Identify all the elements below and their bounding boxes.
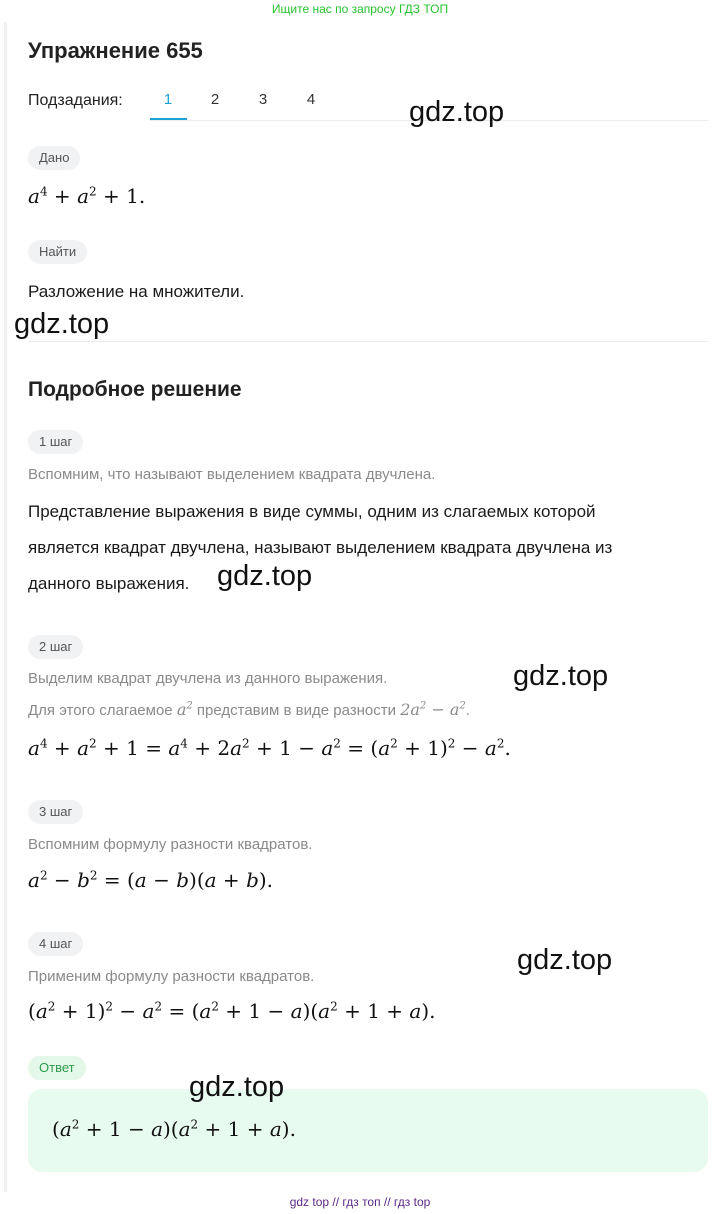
answer-box bbox=[28, 1089, 708, 1172]
step-2-hint-2-b: представим в виде разности bbox=[196, 702, 397, 719]
watermark: gdz.top bbox=[409, 96, 505, 128]
find-text: Разложение на множители. bbox=[28, 282, 245, 301]
watermark: gdz.top bbox=[217, 560, 313, 592]
step-2-hint: Выделим квадрат двучлена из данного выражения. bbox=[28, 670, 388, 687]
subtasks-label: Подзадания: bbox=[28, 92, 123, 109]
step-2-badge: 2 шаг bbox=[28, 635, 83, 659]
step-3-badge: 3 шаг bbox=[28, 800, 83, 824]
step-2-hint-2: Для этого слагаемое $a^2$ представим в виде разности $2a^2 - a^2$. bbox=[28, 700, 470, 719]
exercise-title: Упражнение 655 bbox=[28, 38, 203, 63]
step-3-hint: Вспомним формулу разности квадратов. bbox=[28, 836, 313, 853]
watermark: gdz.top bbox=[513, 660, 609, 692]
step-1-badge: 1 шаг bbox=[28, 430, 83, 454]
given-expression: $a^4 + a^2 + 1$. bbox=[28, 184, 146, 208]
watermark: gdz.top bbox=[14, 308, 110, 340]
active-tab-indicator bbox=[150, 118, 187, 120]
given-badge: Дано bbox=[28, 146, 80, 170]
step-1-text: Представление выражения в виде суммы, одним из слагаемых которой является квадрат двучлена, называют выделением квадрата двучлена из данного выражения. bbox=[28, 502, 613, 593]
find-badge: Найти bbox=[28, 240, 87, 264]
step-4-expression: $(a^2 + 1)^2 - a^2 = (a^2 + 1 - a)(a^2 + 1 + a)$. bbox=[28, 999, 436, 1023]
watermark: gdz.top bbox=[189, 1071, 285, 1103]
answer-badge: Ответ bbox=[28, 1056, 86, 1080]
step-2-hint-2-a: Для этого слагаемое bbox=[28, 702, 173, 719]
solution-title: Подробное решение bbox=[28, 378, 242, 401]
tab-subtask-1[interactable]: 1 bbox=[163, 91, 173, 108]
step-1-hint: Вспомним, что называют выделением квадрата двучлена. bbox=[28, 466, 436, 483]
tab-subtask-2[interactable]: 2 bbox=[210, 91, 220, 108]
step-2-expression: $a^4 + a^2 + 1 = a^4 + 2a^2 + 1 - a^2 = (a^2 + 1)^2 - a^2$. bbox=[28, 736, 511, 760]
step-4-badge: 4 шаг bbox=[28, 932, 83, 956]
step-4-hint: Применим формулу разности квадратов. bbox=[28, 968, 315, 985]
watermark: gdz.top bbox=[517, 944, 613, 976]
answer-expression: $(a^2 + 1 - a)(a^2 + 1 + a)$. bbox=[52, 1117, 296, 1141]
tab-subtask-4[interactable]: 4 bbox=[306, 91, 316, 108]
tab-subtask-3[interactable]: 3 bbox=[258, 91, 268, 108]
section-divider bbox=[28, 341, 708, 342]
step-3-expression: $a^2 - b^2 = (a - b)(a + b)$. bbox=[28, 868, 274, 892]
search-banner[interactable]: Ищите нас по запросу ГДЗ ТОП bbox=[271, 2, 449, 16]
footer-links[interactable]: gdz top // гдз топ // гдз top bbox=[289, 1195, 431, 1209]
